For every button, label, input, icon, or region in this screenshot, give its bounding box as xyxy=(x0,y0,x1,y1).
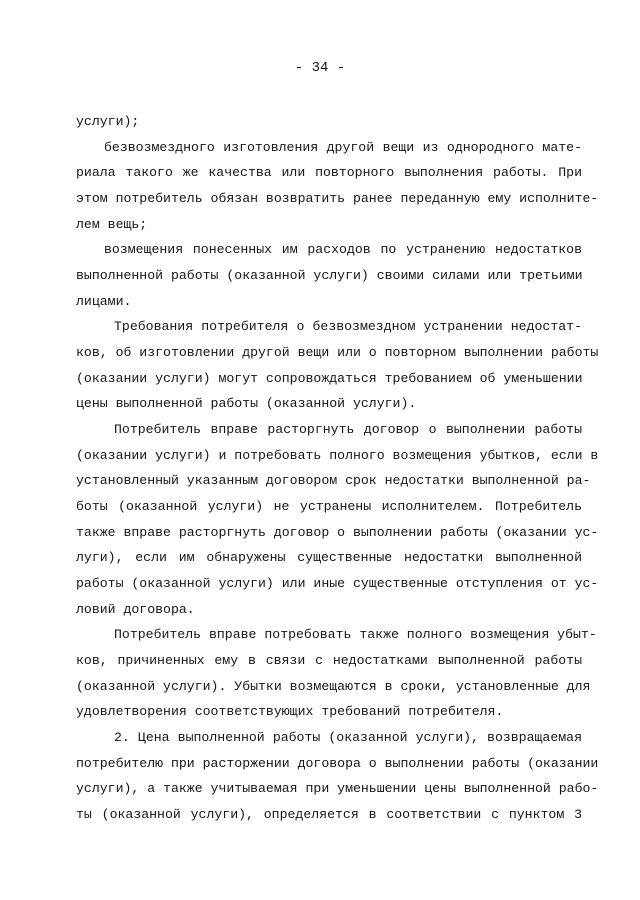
text-line: 2. Цена выполненной работы (оказанной услуги), возвращаемая xyxy=(114,730,582,745)
page-number: - 34 - xyxy=(294,60,346,76)
text-line: (оказанной услуги). Убытки возмещаются в сроки, установленные для xyxy=(76,679,591,694)
text-line: ловий договора. xyxy=(76,602,195,617)
text-line: ков, причиненных ему в связи с недостатками выполненной работы xyxy=(76,653,582,668)
text-line: Потребитель вправе расторгнуть договор о выполнении работы xyxy=(114,422,582,437)
text-line: работы (оказанной услуги) или иные существенные отступления от ус- xyxy=(76,576,599,591)
text-line: (оказании услуги) могут сопровождаться требованием об уменьшении xyxy=(76,371,583,386)
text-line: ков, об изготовлении другой вещи или о повторном выполнении работы xyxy=(76,345,599,360)
text-line: установленный указанным договором срок недостатки выполненной ра- xyxy=(76,473,591,488)
text-line: безвозмездного изготовления другой вещи из однородного мате- xyxy=(104,140,582,155)
text-line: Потребитель вправе потребовать также полного возмещения убыт- xyxy=(114,627,597,642)
text-line: возмещения понесенных им расходов по устранению недостатков xyxy=(104,242,582,257)
text-line: Требования потребителя о безвозмездном устранении недостат- xyxy=(114,319,582,334)
text-line: потребителю при расторжении договора о выполнении работы (оказании xyxy=(76,756,599,771)
text-line: лицами. xyxy=(76,294,132,309)
text-line: боты (оказанной услуги) не устранены исполнителем. Потребитель xyxy=(76,499,582,514)
text-line: ты (оказанной услуги), определяется в соответствии с пунктом 3 xyxy=(76,807,582,822)
text-line: риала такого же качества или повторного выполнения работы. При xyxy=(76,165,582,180)
text-line: выполненной работы (оказанной услуги) своими силами или третьими xyxy=(76,268,583,283)
text-line: (оказании услуги) и потребовать полного возмещения убытков, если в xyxy=(76,448,599,463)
text-line: этом потребитель обязан возвратить ранее переданную ему исполните- xyxy=(76,191,599,206)
text-line: услуги), а также учитываемая при уменьшении цены выполненной рабо- xyxy=(76,781,599,796)
text-line: цены выполненной работы (оказанной услуги). xyxy=(76,396,417,411)
text-line: услуги); xyxy=(76,114,140,129)
text-line: удовлетворения соответствующих требований потребителя. xyxy=(76,704,504,719)
text-line: также вправе расторгнуть договор о выполнении работы (оказании ус- xyxy=(76,525,599,540)
text-line: луги), если им обнаружены существенные недостатки выполненной xyxy=(76,550,582,565)
text-line: лем вещь; xyxy=(76,217,148,232)
